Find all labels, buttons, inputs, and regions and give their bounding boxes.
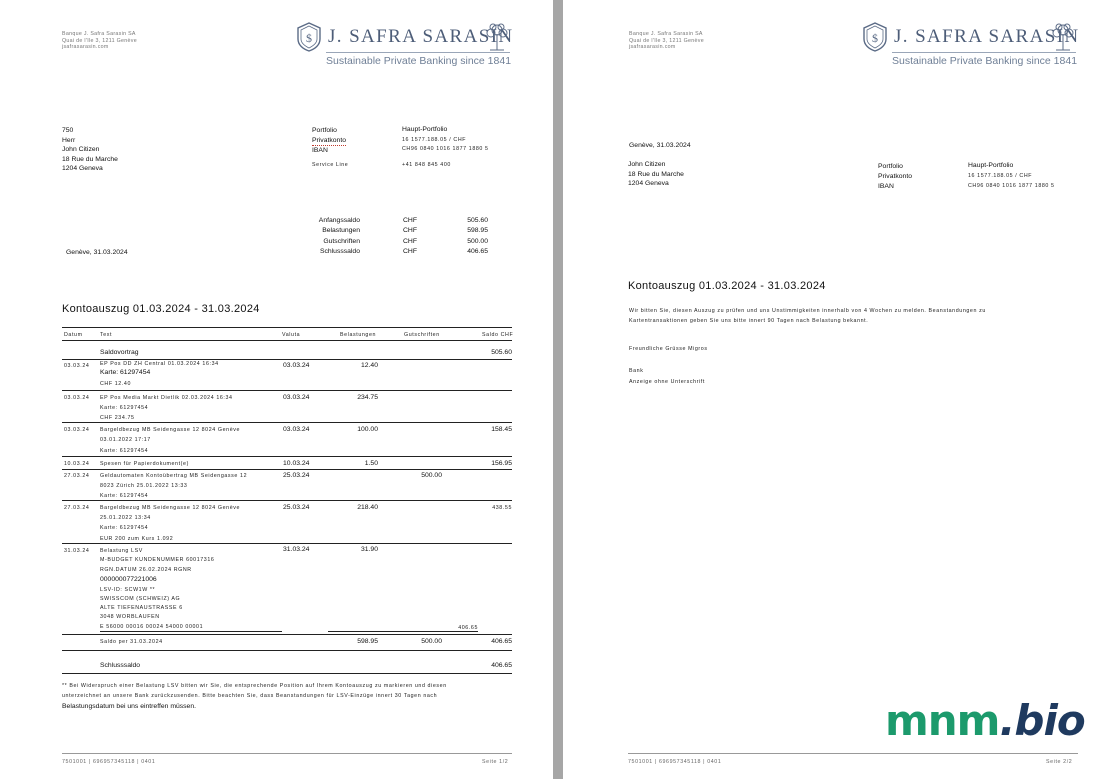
balance-values [448, 216, 488, 257]
row-text: RGN.DATUM 26.02.2024 RGNR [100, 567, 192, 573]
row-debit: 1.50 [364, 460, 378, 467]
schlusssaldo-label: Schlusssaldo [100, 662, 141, 669]
row-text: M-BUDGET KUNDENUMMER 60017316 [100, 557, 215, 563]
row-rule [62, 422, 512, 423]
row-date: 03.03.24 [64, 395, 90, 401]
account-number: 16 1577.188.05 / CHF [402, 137, 467, 143]
balance-currencies [403, 216, 417, 257]
col-header-gutschriften: Gutschriften [404, 332, 440, 338]
row-text: ALTE TIEFENAUSTRASSE 6 [100, 605, 183, 611]
row-text: EP Pos DD ZH Central 01.03.2024 16:34 [100, 361, 219, 367]
portfolio-label: IBAN [878, 182, 894, 190]
row-date: 03.03.24 [64, 427, 90, 433]
row-text: 03.01.2022 17:17 [100, 437, 151, 443]
row-valuta: 31.03.24 [283, 546, 310, 553]
balance-label: Schlusssaldo [319, 247, 360, 255]
row-debit: 234.75 [357, 394, 378, 401]
balance-currency: CHF [403, 247, 417, 255]
row-text: 000000077221006 [100, 576, 157, 583]
row-balance: 156.95 [491, 460, 512, 467]
row-debit: 31.90 [360, 546, 378, 553]
row-balance: 406.65 [458, 625, 478, 631]
row-rule [62, 634, 512, 635]
signature-note: Anzeige ohne Unterschrift [629, 379, 705, 385]
recipient-line: John Citizen [62, 146, 100, 153]
recipient-line: John Citizen [628, 161, 666, 168]
row-debit: 218.40 [357, 504, 378, 511]
saldo-per-label: Saldo per 31.03.2024 [100, 639, 163, 645]
footnote-line: Belastungsdatum bei uns eintreffen müssen. [62, 703, 197, 710]
logo-divider [326, 52, 510, 53]
logo-divider [892, 52, 1076, 53]
saldovortrag-label: Saldovortrag [100, 349, 139, 356]
col-header-valuta: Valuta [282, 332, 301, 338]
row-rule [62, 390, 512, 391]
row-text: Geldautomaten Kontoübertrag MB Seidengasse 12 [100, 473, 248, 479]
place-date: Genève, 31.03.2024 [66, 249, 128, 256]
tree-icon [484, 22, 510, 52]
table-header-rule [62, 340, 512, 341]
row-credit: 500.00 [421, 472, 442, 479]
row-rule [62, 359, 512, 360]
bank-address-line: Banque J. Safra Sarasin SA [62, 31, 136, 37]
row-text: 3048 WORBLAUFEN [100, 614, 160, 620]
balance-labels [314, 216, 360, 257]
row-rule [62, 500, 512, 501]
row-date: 27.03.24 [64, 505, 90, 511]
row-balance: 158.45 [491, 426, 512, 433]
statement-page-2 [563, 0, 1114, 779]
bank-address-line: jsafrasarasin.com [62, 44, 109, 50]
row-date: 27.03.24 [64, 473, 90, 479]
portfolio-value: Haupt-Portfolio [968, 162, 1014, 169]
statement-page-1 [0, 0, 553, 779]
row-rule [62, 650, 512, 651]
row-valuta: 25.03.24 [283, 504, 310, 511]
portfolio-label: Privatkonto [878, 172, 913, 180]
col-header-belastungen: Belastungen [340, 332, 377, 338]
row-text: Karte: 61297454 [100, 369, 151, 376]
table-top-rule [62, 327, 512, 328]
balance-label: Gutschriften [323, 237, 360, 245]
portfolio-value: Haupt-Portfolio [402, 126, 448, 133]
balance-label: Belastungen [322, 227, 360, 235]
recipient-line: 1204 Geneva [628, 180, 669, 187]
recipient-address [62, 126, 118, 174]
balance-value: 505.60 [467, 217, 488, 224]
balance-value: 500.00 [467, 237, 488, 245]
row-text: 8023 Zürich 25.01.2022 13:33 [100, 483, 188, 489]
saldo-per-balance: 406.65 [491, 638, 512, 645]
row-text: Karte: 61297454 [100, 448, 149, 454]
row-rule [100, 631, 282, 632]
row-debit: 100.00 [357, 426, 378, 433]
service-line-label: Service Line [312, 162, 349, 168]
portfolio-label: Portfolio [312, 127, 337, 134]
tree-icon [1050, 22, 1076, 52]
recipient-address [628, 160, 684, 189]
watermark-part: .bio [999, 696, 1085, 745]
row-text: CHF 12.40 [100, 381, 132, 387]
row-text: LSV-ID: SCW1W ** [100, 587, 156, 593]
row-text: CHF 234.75 [100, 415, 135, 421]
footnote-line: unterzeichnet an unsere Bank zurückzusenden. Bitte beachten Sie, dass Beanstandungen für LSV-Einzüge innert 30 Tagen nach [62, 693, 438, 699]
portfolio-labels [312, 126, 346, 156]
row-text: 25.01.2022 13:34 [100, 515, 151, 521]
row-valuta: 03.03.24 [283, 362, 310, 369]
row-text: Karte: 61297454 [100, 405, 149, 411]
body-text-line: Wir bitten Sie, diesen Auszug zu prüfen und uns Unstimmigkeiten innerhalb von 4 Wochen zu melden. Beanstandungen zu [629, 308, 986, 314]
brand-name: J. SAFRA SARASIN [894, 26, 1080, 47]
portfolio-label: Portfolio [878, 163, 903, 170]
watermark-part: mnm [885, 696, 1000, 745]
row-text: E 56000 00016 00024 54000 00001 [100, 624, 204, 630]
bank-crest-icon [296, 22, 322, 52]
place-date: Genève, 31.03.2024 [629, 142, 691, 149]
svg-text:$: $ [306, 31, 312, 45]
col-header-saldo: Saldo CHF [482, 332, 514, 338]
recipient-line: 750 [62, 127, 74, 134]
row-text: EUR 200 zum Kurs 1.092 [100, 536, 174, 542]
portfolio-label: Privatkonto [312, 136, 346, 147]
row-text: Karte: 61297454 [100, 493, 149, 499]
row-text: Karte: 61297454 [100, 525, 149, 531]
col-header-datum: Datum [64, 332, 83, 338]
bank-address-line: Quai de l'Ile 3, 1211 Genève [629, 37, 704, 44]
recipient-line: 18 Rue du Marche [628, 170, 684, 178]
row-date: 10.03.24 [64, 461, 90, 467]
saldo-per-debit: 598.95 [357, 638, 378, 645]
account-number: 16 1577.188.05 / CHF [968, 173, 1033, 179]
iban-value: CH96 0840 1016 1877 1880 5 [968, 183, 1055, 189]
balance-value: 598.95 [467, 227, 488, 235]
row-balance: 438.55 [492, 505, 512, 511]
service-line-value: +41 848 845 400 [402, 162, 451, 168]
row-text: SWISSCOM (SCHWEIZ) AG [100, 596, 181, 602]
page-number: Seite 2/2 [1046, 759, 1073, 765]
table-bottom-rule [62, 673, 512, 674]
page-gap [553, 0, 563, 779]
saldo-per-credit: 500.00 [421, 638, 442, 645]
portfolio-label: IBAN [312, 147, 328, 154]
balance-value: 406.65 [467, 247, 488, 255]
col-header-text: Text [100, 332, 113, 338]
row-rule [62, 456, 512, 457]
row-date: 03.03.24 [64, 363, 90, 369]
brand-name: J. SAFRA SARASIN [328, 26, 514, 47]
row-text: Bargeldbezug MB Seidengasse 12 8024 Genève [100, 505, 241, 511]
signature-bank: Bank [629, 368, 644, 374]
iban-value: CH96 0840 1016 1877 1880 5 [402, 146, 489, 152]
row-valuta: 03.03.24 [283, 394, 310, 401]
row-text: Spesen für Papierdokument(e) [100, 461, 189, 467]
balance-currency: CHF [403, 217, 417, 224]
statement-title: Kontoauszug 01.03.2024 - 31.03.2024 [62, 303, 260, 315]
balance-label: Anfangssaldo [318, 217, 360, 224]
row-valuta: 25.03.24 [283, 472, 310, 479]
footer-rule [62, 753, 512, 754]
row-rule [62, 469, 512, 470]
row-rule [328, 631, 478, 632]
row-text: EP Pos Media Markt Dietlik 02.03.2024 16:34 [100, 395, 233, 401]
footnote-line: ** Bei Widerspruch einer Belastung LSV bitten wir Sie, die entsprechende Position auf Ihrem Kontoauszug zu markieren und diesen [62, 683, 447, 689]
row-date: 31.03.24 [64, 548, 90, 554]
closing-greeting: Freundliche Grüsse Migros [629, 346, 708, 352]
balance-currency: CHF [403, 227, 417, 235]
row-debit: 12.40 [360, 362, 378, 369]
footer-reference: 7501001 | 696957345118 | 0401 [628, 759, 722, 765]
body-text-line: Kartentransaktionen geben Sie uns bitte innert 90 Tagen nach Belastung bekannt. [629, 318, 869, 324]
bank-address [62, 31, 137, 51]
portfolio-labels [878, 162, 912, 191]
brand-tagline: Sustainable Private Banking since 1841 [326, 55, 512, 67]
balance-currency: CHF [403, 237, 417, 245]
footer-reference: 7501001 | 696957345118 | 0401 [62, 759, 156, 765]
watermark-logo [885, 696, 1085, 745]
bank-address-line: Banque J. Safra Sarasin SA [629, 31, 703, 37]
recipient-line: 1204 Geneva [62, 165, 103, 172]
svg-text:$: $ [872, 31, 878, 45]
footer-rule [628, 753, 1078, 754]
recipient-line: 18 Rue du Marche [62, 155, 118, 163]
row-text: Belastung LSV [100, 548, 143, 554]
schlusssaldo-value: 406.65 [491, 662, 512, 669]
recipient-line: Herr [62, 136, 76, 144]
saldovortrag-value: 505.60 [491, 349, 512, 356]
bank-address-line: Quai de l'Ile 3, 1211 Genève [62, 37, 137, 44]
bank-address-line: jsafrasarasin.com [629, 44, 676, 50]
bank-crest-icon [862, 22, 888, 52]
row-valuta: 03.03.24 [283, 426, 310, 433]
page-number: Seite 1/2 [482, 759, 509, 765]
bank-address [629, 31, 704, 51]
statement-title: Kontoauszug 01.03.2024 - 31.03.2024 [628, 280, 826, 292]
brand-tagline: Sustainable Private Banking since 1841 [892, 55, 1078, 67]
row-rule [62, 543, 512, 544]
row-text: Bargeldbezug MB Seidengasse 12 8024 Genève [100, 427, 241, 433]
row-valuta: 10.03.24 [283, 460, 310, 467]
